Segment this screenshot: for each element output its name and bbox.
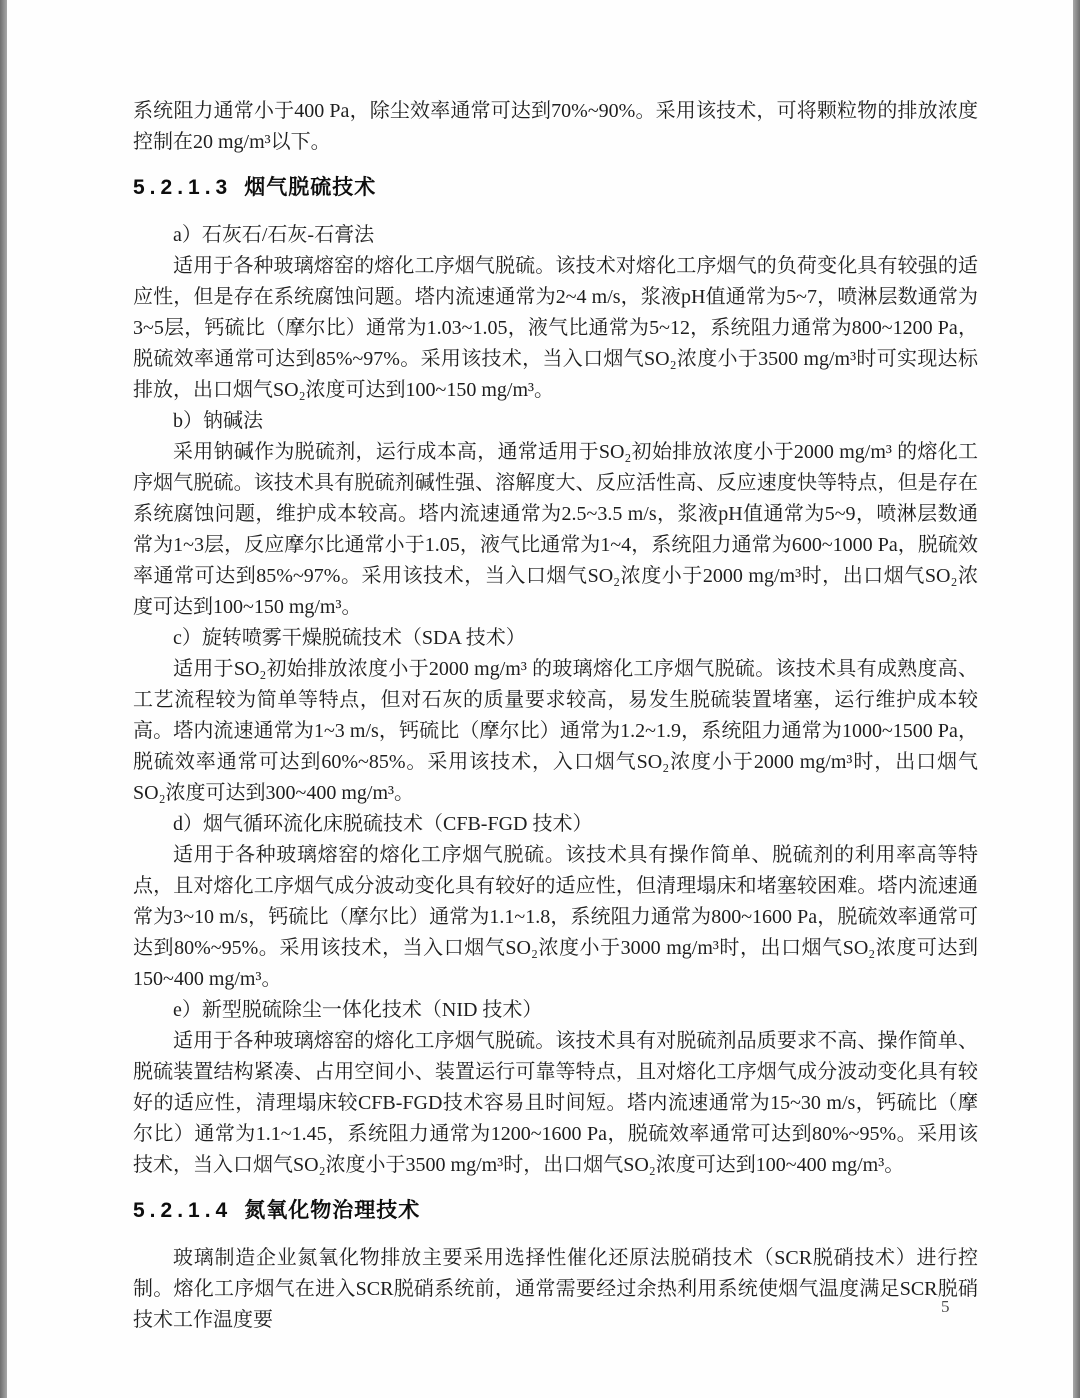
page-number: 5 [941,1297,950,1316]
section-title: 氮氧化物治理技术 [244,1199,421,1222]
section-number: 5.2.1.3 [133,176,233,199]
paragraph-nox-scr: 玻璃制造企业氮氧化物排放主要采用选择性催化还原法脱硝技术（SCR脱硝技术）进行控制。熔化工序烟气在进入SCR脱硝系统前，通常需要经过余热利用系统使烟气温度满足SCR脱硝技术工作温度要 [133,1247,978,1331]
page-right-edge [1073,0,1080,1398]
paragraph-limestone-gypsum: 适用于各种玻璃熔窑的熔化工序烟气脱硫。该技术对熔化工序烟气的负荷变化具有较强的适应性，但是存在系统腐蚀问题。塔内流速通常为2~4 m/s，浆液pH值通常为5~7，喷淋层数通常为3~5层，钙硫比（摩尔比）通常为1.03~1.05，液气比通常为5~12，系统阻力通常为800~1200 Pa，脱硫效率通常可达到85%~97%。采用该技术，当入口烟气SO₂浓度小于3500 mg/m³时可实现达标排放，出口烟气SO₂浓度可达到100~150 mg/m³。 [133,255,978,401]
section-heading-5214 [133,1197,978,1225]
paragraph-sda: 适用于SO₂初始排放浓度小于2000 mg/m³ 的玻璃熔化工序烟气脱硫。该技术具有成熟度高、工艺流程较为简单等特点，但对石灰的质量要求较高，易发生脱硫装置堵塞，运行维护成本较高。塔内流速通常为1~3 m/s，钙硫比（摩尔比）通常为1.2~1.9，系统阻力通常为1000~1500 Pa，脱硫效率通常可达到60%~85%。采用该技术，入口烟气SO₂浓度小于2000 mg/m³时，出口烟气SO₂浓度可达到300~400 mg/m³。 [133,658,978,804]
section-number: 5.2.1.4 [133,1199,233,1222]
paragraph-sodium-alkali: 采用钠碱作为脱硫剂，运行成本高，通常适用于SO₂初始排放浓度小于2000 mg/m³ 的熔化工序烟气脱硫。该技术具有脱硫剂碱性强、溶解度大、反应活性高、反应速度快等特点，但是存在系统腐蚀问题，维护成本较高。塔内流速通常为2.5~3.5 m/s，浆液pH值通常为5~9，喷淋层数通常为1~3层，反应摩尔比通常小于1.05，液气比通常为1~4，系统阻力通常为600~1000 Pa，脱硫效率通常可达到85%~97%。采用该技术，当入口烟气SO₂浓度小于2000 mg/m³时，出口烟气SO₂浓度可达到100~150 mg/m³。 [133,441,978,618]
page-left-edge [0,0,7,1398]
list-item-e-nid: e）新型脱硫除尘一体化技术（NID 技术） [173,999,543,1021]
section-title: 烟气脱硫技术 [244,176,377,199]
paragraph-nid: 适用于各种玻璃熔窑的熔化工序烟气脱硫。该技术具有对脱硫剂品质要求不高、操作简单、脱硫装置结构紧凑、占用空间小、装置运行可靠等特点，且对熔化工序烟气成分波动变化具有较好的适应性，清理塌床较CFB-FGD技术容易且时间短。塔内流速通常为15~30 m/s，钙硫比（摩尔比）通常为1.1~1.45，系统阻力通常为1200~1600 Pa，脱硫效率通常可达到80%~95%。采用该技术，当入口烟气SO₂浓度小于3500 mg/m³时，出口烟气SO₂浓度可达到100~400 mg/m³。 [133,1030,978,1176]
list-item-d-cfb-fgd: d）烟气循环流化床脱硫技术（CFB-FGD 技术） [173,813,593,835]
paragraph-cfb-fgd: 适用于各种玻璃熔窑的熔化工序烟气脱硫。该技术具有操作简单、脱硫剂的利用率高等特点，且对熔化工序烟气成分波动变化具有较好的适应性，但清理塌床和堵塞较困难。塔内流速通常为3~10 m/s，钙硫比（摩尔比）通常为1.1~1.8，系统阻力通常为800~1600 Pa，脱硫效率通常可达到80%~95%。采用该技术，当入口烟气SO₂浓度小于3000 mg/m³时，出口烟气SO₂浓度可达到150~400 mg/m³。 [133,844,978,990]
document-content [133,96,978,1336]
paragraph-dust-removal-continuation: 系统阻力通常小于400 Pa，除尘效率通常可达到70%~90%。采用该技术，可将颗粒物的排放浓度控制在20 mg/m³以下。 [133,100,978,153]
list-item-c-sda: c）旋转喷雾干燥脱硫技术（SDA 技术） [173,627,526,649]
list-item-b-sodium-alkali: b）钠碱法 [173,410,263,432]
list-item-a-limestone-gypsum: a）石灰石/石灰-石膏法 [173,224,375,246]
section-heading-5213 [133,174,978,202]
